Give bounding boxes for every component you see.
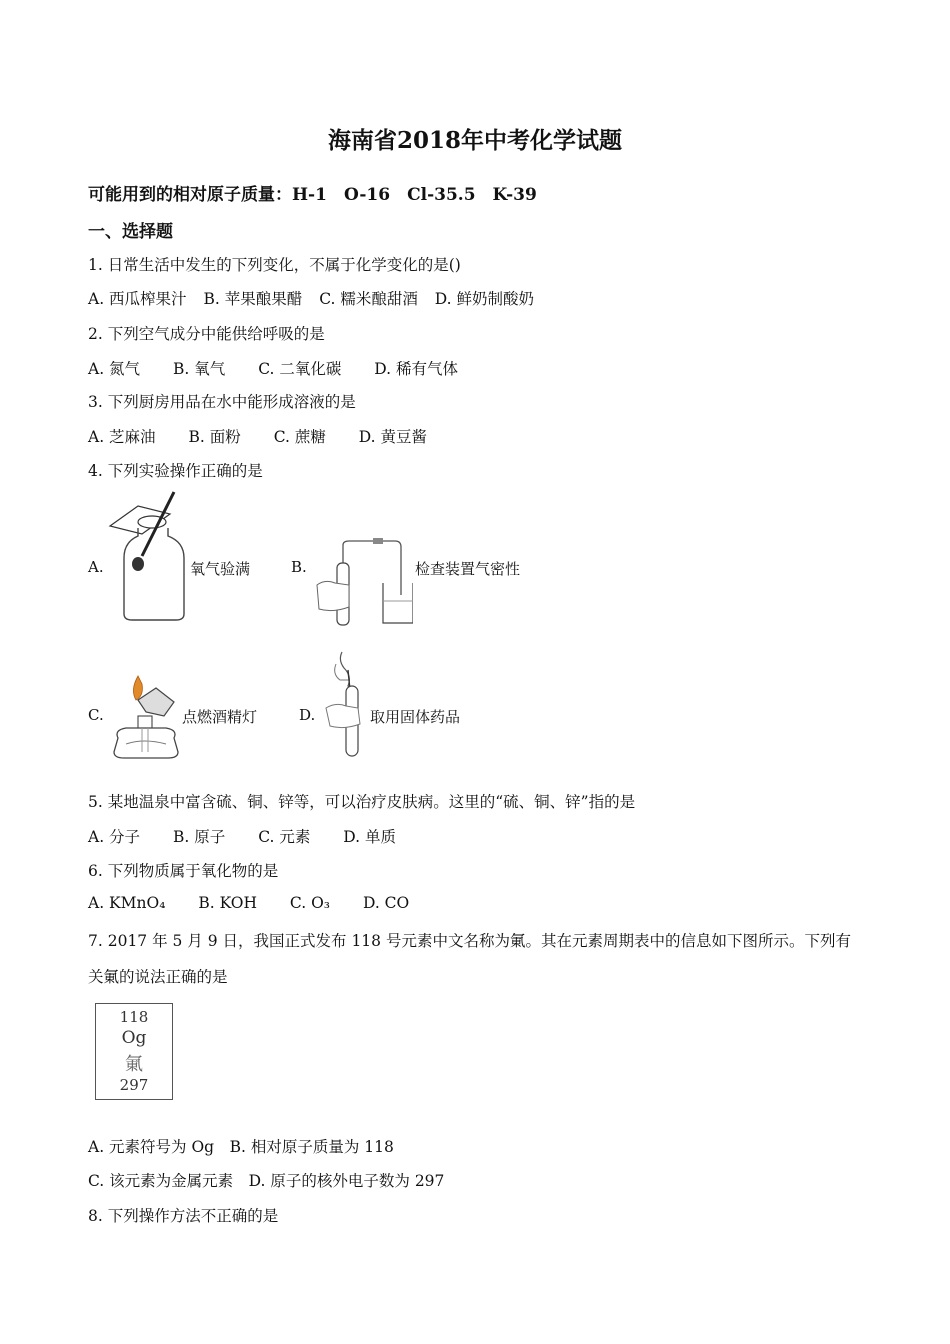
option-c: C. 蔗糖: [273, 428, 326, 446]
option-b-label: 检查装置气密性: [415, 560, 521, 578]
question-5-stem: 5. 某地温泉中富含硫、铜、锌等，可以治疗皮肤病。这里的“硫、铜、锌”指的是: [88, 793, 636, 811]
question-2-stem: 2. 下列空气成分中能供给呼吸的是: [88, 325, 325, 343]
element-mass: 297: [119, 1076, 149, 1094]
question-1-options: [88, 287, 534, 309]
option-b-letter: B.: [291, 558, 307, 576]
option-b: B. 氧气: [173, 360, 226, 378]
question-7-stem-line1: 7. 2017 年 5 月 9 日，我国正式发布 118 号元素中文名称为氭。其在元素周期表中的信息如下图所示。下列有: [88, 932, 851, 950]
option-a-letter: A.: [88, 558, 104, 576]
option-d: D. 单质: [343, 828, 397, 846]
question-8-stem: 8. 下列操作方法不正确的是: [88, 1207, 279, 1225]
question-7-options-row1: A. 元素符号为 Og B. 相对原子质量为 118: [88, 1138, 394, 1156]
option-c: C. 二氧化碳: [258, 360, 342, 378]
option-a: A. 氮气: [88, 360, 141, 378]
element-name: 氭: [125, 1054, 143, 1075]
option-d-letter: D.: [299, 706, 316, 724]
question-1-stem: 1. 日常生活中发生的下列变化，不属于化学变化的是(): [88, 256, 461, 274]
section-heading: 一、选择题: [88, 222, 173, 242]
option-d-label: 取用固体药品: [370, 708, 461, 726]
option-a: A. 西瓜榨果汁: [88, 290, 187, 308]
atomic-masses: 可能用到的相对原子质量：H-1 O-16 Cl-35.5 K-39: [88, 185, 537, 205]
question-3-stem: 3. 下列厨房用品在水中能形成溶液的是: [88, 393, 356, 411]
option-a: A. 分子: [88, 828, 141, 846]
element-symbol: Og: [121, 1028, 147, 1048]
question-4-stem: 4. 下列实验操作正确的是: [88, 462, 263, 480]
option-d: D. CO: [362, 894, 410, 912]
option-c: C. 糯米酿甜酒: [319, 290, 418, 308]
question-7-stem-line2: 关氭的说法正确的是: [88, 968, 228, 986]
element-number: 118: [119, 1008, 149, 1026]
option-c: C. O₃: [289, 894, 331, 912]
option-c-letter: C.: [88, 706, 104, 724]
option-b: B. KOH: [198, 894, 257, 912]
element-card: [95, 1003, 173, 1100]
question-3-options: [88, 425, 427, 447]
alcohol-lamp-figure: [108, 672, 184, 760]
question-6-options: [88, 894, 409, 912]
solid-reagent-figure: [322, 650, 368, 760]
option-c: C. 元素: [258, 828, 311, 846]
option-b: B. 苹果酿果醋: [203, 290, 303, 308]
option-a: A. KMnO₄: [88, 894, 166, 912]
question-6-stem: 6. 下列物质属于氧化物的是: [88, 862, 279, 880]
option-b: B. 面粉: [188, 428, 241, 446]
page-title: 海南省2018年中考化学试题: [327, 127, 622, 154]
option-b: B. 原子: [173, 828, 226, 846]
option-d: D. 鲜奶制酸奶: [434, 290, 535, 308]
option-a-label: 氧气验满: [190, 560, 251, 578]
question-5-options: [88, 825, 396, 847]
oxygen-test-figure: [108, 488, 188, 623]
question-2-options: [88, 357, 458, 379]
question-7-options-row2: C. 该元素为金属元素 D. 原子的核外电子数为 297: [88, 1172, 445, 1190]
option-d: D. 黄豆酱: [358, 428, 428, 446]
option-a: A. 芝麻油: [88, 428, 156, 446]
option-d: D. 稀有气体: [374, 360, 459, 378]
option-c-label: 点燃酒精灯: [182, 708, 258, 726]
airtightness-check-figure: [313, 535, 413, 627]
